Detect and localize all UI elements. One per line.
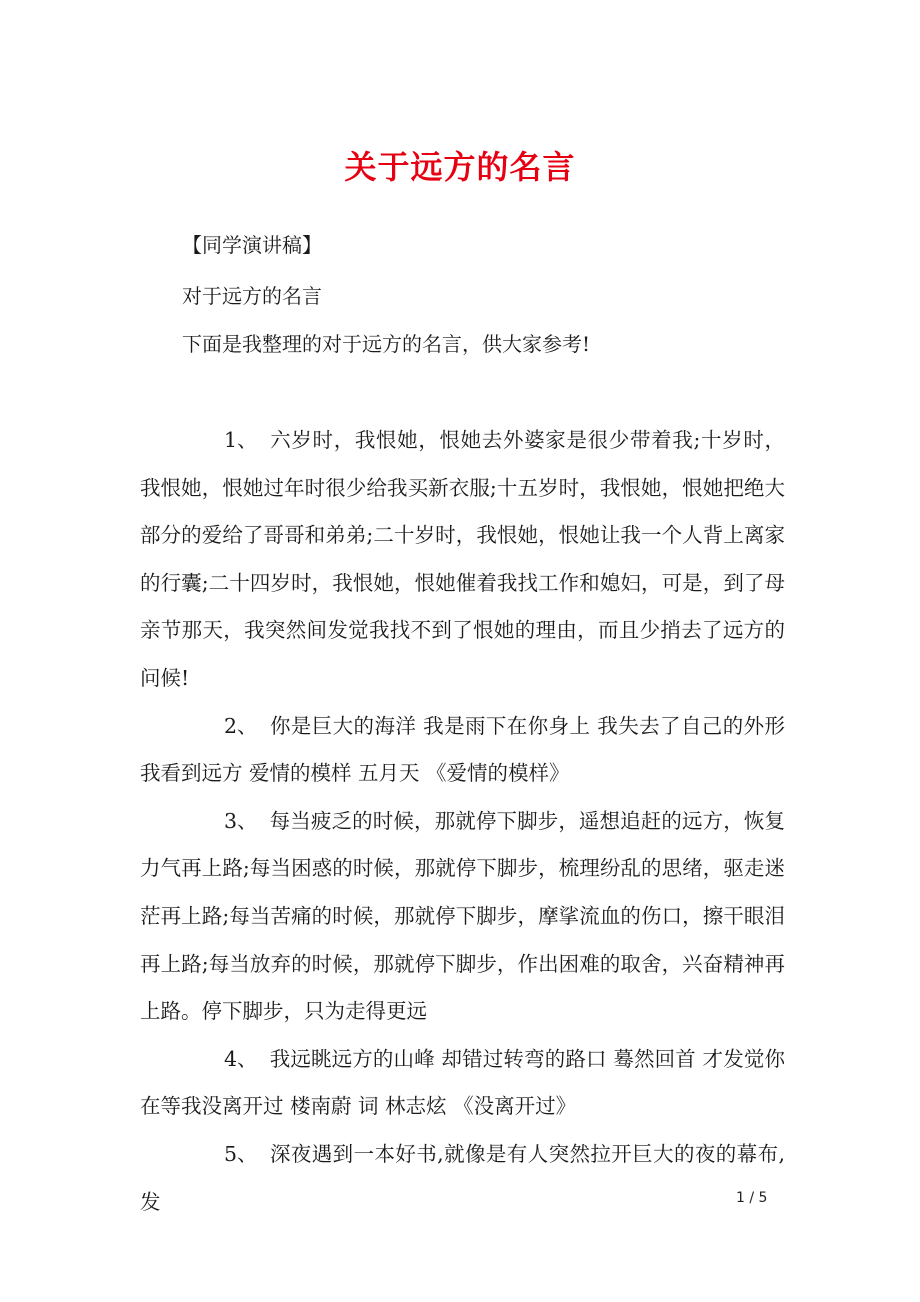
quote-text: 我远眺远方的山峰 却错过转弯的路口 蓦然回首 才发觉你在等我没离开过 楼南蔚 词 林志炫 《没离开过》 <box>140 1046 785 1119</box>
document-subtitle: 对于远方的名言 <box>182 284 322 308</box>
intro-text: 下面是我整理的对于远方的名言，供大家参考! <box>182 332 591 356</box>
quote-number: 4、 <box>224 1046 258 1071</box>
page-number: 1 / 5 <box>736 1190 768 1206</box>
quote-item-3 <box>140 798 785 1036</box>
quote-number: 1、 <box>224 428 258 452</box>
quote-list <box>140 417 785 1226</box>
quote-number: 3、 <box>224 808 258 833</box>
quote-text: 每当疲乏的时候，那就停下脚步，遥想追赶的远方，恢复力气再上路;每当困惑的时候，那就停下脚步，梳理纷乱的思绪，驱走迷茫再上路;每当苦痛的时候，那就停下脚步，摩挲流血的伤口，擦干眼泪再上路;每当放弃的时候，那就停下脚步，作出困难的取舍，兴奋精神再上路。停下脚步，只为走得更远 <box>140 808 785 1024</box>
quote-item-1 <box>140 417 785 703</box>
quote-text: 你是巨大的海洋 我是雨下在你身上 我失去了自己的外形 我看到远方 爱情的模样 五月天 《爱情的模样》 <box>140 713 785 786</box>
quote-number: 5、 <box>224 1141 258 1166</box>
quote-text: 六岁时，我恨她，恨她去外婆家是很少带着我;十岁时，我恨她，恨她过年时很少给我买新衣服;十五岁时，我恨她，恨她把绝大部分的爱给了哥哥和弟弟;二十岁时，我恨她，恨她让我一个人背上离家的行囊;二十四岁时，我恨她，恨她催着我找工作和媳妇，可是，到了母亲节那天，我突然间发觉我找不到了恨她的理由，而且少捎去了远方的问候! <box>140 428 785 690</box>
document-title: 关于远方的名言 <box>344 148 576 186</box>
quote-item-2 <box>140 703 785 798</box>
quote-item-4 <box>140 1036 785 1131</box>
quote-item-5 <box>140 1131 785 1226</box>
quote-number: 2、 <box>224 713 258 738</box>
quote-text: 深夜遇到一本好书,就像是有人突然拉开巨大的夜的幕布,发 <box>140 1141 785 1214</box>
category-label: 【同学演讲稿】 <box>182 233 322 257</box>
